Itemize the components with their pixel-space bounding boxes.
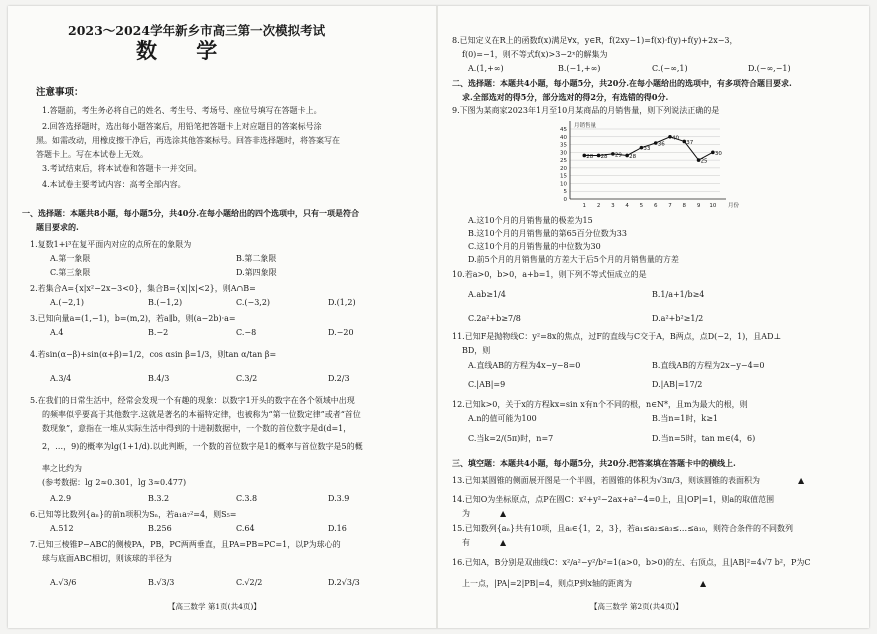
question-line: 球与底面ABC相切，则该球的半径为 xyxy=(42,554,172,563)
question-line: 10.若a>0，b>0，a+b=1，则下列不等式恒成立的是 xyxy=(452,270,647,279)
answer-blank: ▲ xyxy=(798,476,805,485)
question-line: B.(−1,+∞) xyxy=(558,64,601,73)
question-line: C.√2/2 xyxy=(236,578,263,587)
notice-line: 答题卡上。写在本试卷上无效。 xyxy=(36,150,148,159)
data-label: 28 xyxy=(629,153,637,160)
y-tick-label: 5 xyxy=(563,189,567,196)
y-tick-label: 40 xyxy=(560,134,567,141)
question-line: 9.下图为某商家2023年1月至10月某商品的月销售量，则下列说法正确的是 xyxy=(452,106,720,115)
answer-blank: ▲ xyxy=(700,579,707,588)
question-line: B.1/a+1/b≥4 xyxy=(652,290,705,299)
x-tick-label: 6 xyxy=(653,203,658,209)
question-line: BD，则 xyxy=(462,346,491,355)
question-line: C.这10个月的月销售量的中位数为30 xyxy=(468,242,601,251)
question-line: B.256 xyxy=(148,524,172,533)
answer-blank: ▲ xyxy=(500,538,507,547)
question-line: A.n的值可能为100 xyxy=(468,414,537,423)
notice-line: 3.考试结束后，将本试卷和答题卡一并交回。 xyxy=(42,164,202,173)
section-heading: 题目要求的. xyxy=(36,222,79,232)
question-line: D.2√3/3 xyxy=(328,578,360,587)
question-line: D.(1,2) xyxy=(328,298,356,307)
data-label: 28 xyxy=(586,153,594,160)
notice-line: 黑。如需改动，用橡皮擦干净后，再选涂其他答案标号。回答非选择题时，将答案写在 xyxy=(36,136,340,145)
question-line: A.3/4 xyxy=(50,374,72,383)
question-line: D.−20 xyxy=(328,328,354,337)
data-label: 29 xyxy=(614,152,622,159)
question-line: 的频率似乎要高于其他数字.这就是著名的本福特定律，也被称为“第一位数定律”或者“首位 xyxy=(42,410,361,419)
question-line: A.(−2,1) xyxy=(50,298,84,307)
x-tick-label: 10 xyxy=(709,203,717,209)
question-line: D.|AB|=17/2 xyxy=(652,380,703,389)
y-tick-label: 10 xyxy=(560,181,567,188)
question-line: C.−8 xyxy=(236,328,257,337)
data-label: 33 xyxy=(643,146,651,153)
question-line: 数现象”，意指在一堆从实际生活中得到的十进制数据中，一个数的首位数字是d(d=1， xyxy=(42,424,352,433)
question-line: C.64 xyxy=(236,524,255,533)
question-line: B.直线AB的方程为2x−y−4=0 xyxy=(652,361,765,370)
question-line: 6.已知等比数列{aₙ}的前n项积为Sₙ，若a₁a₇²=4，则S₅= xyxy=(30,510,237,519)
x-tick-label: 8 xyxy=(682,203,687,209)
question-line: A.512 xyxy=(50,524,74,533)
notice-line: 1.答题前，考生务必将自己的姓名、考生号、考场号、座位号填写在答题卡上。 xyxy=(42,106,322,115)
question-line: 为 xyxy=(462,509,470,518)
question-line: 16.已知A，B分别是双曲线C：x²/a²−y²/b²=1(a>0，b>0)的左、右顶点，且|AB|²=4√7 b²，P为C xyxy=(452,558,811,567)
question-line: A.直线AB的方程为4x−y−8=0 xyxy=(468,361,581,370)
question-line: A.√3/6 xyxy=(50,578,77,587)
question-line: B.第二象限 xyxy=(236,254,277,263)
sales-line-chart xyxy=(550,113,750,213)
question-line: A.ab≥1/4 xyxy=(468,290,506,299)
x-axis-label: 月份 xyxy=(728,203,740,209)
question-line: C.3.8 xyxy=(236,494,258,503)
exam-title: 2023～2024学年新乡市高三第一次模拟考试 xyxy=(68,23,326,38)
question-line: D.前5个月的月销售量的方差大于后5个月的月销售量的方差 xyxy=(468,255,679,264)
question-line: 7.已知三棱锥P−ABC的侧棱PA，PB，PC两两垂直，且PA=PB=PC=1，以P为球心的 xyxy=(30,540,341,549)
x-tick-label: 7 xyxy=(668,203,672,209)
question-line: D.(−∞,−1) xyxy=(748,64,791,73)
question-line: C.|AB|=9 xyxy=(468,380,506,389)
question-line: 5.在我们的日常生活中，经常会发现一个有趣的现象：以数字1开头的数字在各个领域中出现 xyxy=(30,396,355,405)
section-heading: 三、填空题：本题共4小题，每小题5分，共20分.把答案填在答题卡中的横线上. xyxy=(452,458,736,468)
page-fold xyxy=(436,6,438,628)
question-line: 上一点，|PA|=2|PB|=4，则点P到x轴的距离为 xyxy=(462,579,632,588)
y-tick-label: 15 xyxy=(560,173,567,180)
question-line: 有 xyxy=(462,538,470,547)
question-line: 2，…，9)的概率为lg(1+1/d).以此判断，一个数的首位数字是1的概率与首位数字是5的概 xyxy=(42,442,363,451)
question-line: f(0)=−1，则不等式f(x)>3−2ˣ的解集为 xyxy=(462,50,608,59)
data-label: 37 xyxy=(686,139,694,146)
question-line: D.16 xyxy=(328,524,347,533)
question-line: D.当n=5时，tan m∈(4，6) xyxy=(652,434,756,443)
question-line: C.(−3,2) xyxy=(236,298,271,307)
y-tick-label: 45 xyxy=(560,127,567,133)
question-line: C.2a²+b≥7/8 xyxy=(468,314,521,323)
page-2 xyxy=(440,6,866,628)
question-line: 1.复数1+i³在复平面内对应的点所在的象限为 xyxy=(30,240,192,249)
question-line: A.这10个月的月销售量的极差为15 xyxy=(468,216,593,225)
x-tick-label: 1 xyxy=(582,203,587,209)
question-line: A.4 xyxy=(50,328,64,337)
page-footer: 【高三数学 第2页(共4页)】 xyxy=(590,602,683,611)
data-label: 28 xyxy=(600,153,608,160)
question-line: 3.已知向量a=(1,−1)，b=(m,2)，若a∥b，则(a−2b)·a= xyxy=(30,314,236,323)
question-line: D.a²+b²≥1/2 xyxy=(652,314,704,323)
x-tick-label: 4 xyxy=(625,203,629,209)
question-line: B.3.2 xyxy=(148,494,170,503)
exam-sheet xyxy=(8,6,869,628)
question-line: B.√3/3 xyxy=(148,578,175,587)
notice-title: 注意事项： xyxy=(36,87,84,98)
data-label: 30 xyxy=(714,150,722,157)
question-line: B.这10个月的月销售量的第65百分位数为33 xyxy=(468,229,627,238)
y-tick-label: 20 xyxy=(560,165,567,172)
page-1 xyxy=(8,6,434,628)
x-tick-label: 3 xyxy=(611,203,615,209)
question-line: C.当k=2/(5π)时，n=7 xyxy=(468,434,554,443)
question-line: 14.已知O为坐标原点，点P在圆C：x²+y²−2ax+a²−4=0上，且|OP|=1，则a的取值范围 xyxy=(452,495,775,504)
question-line: 率之比约为 xyxy=(42,464,82,473)
section-heading: 求.全部选对的得5分，部分选对的得2分，有选错的得0分. xyxy=(462,92,669,102)
page-footer: 【高三数学 第1页(共4页)】 xyxy=(168,602,261,611)
question-line: 15.已知数列{aₙ}共有10项，且aᵢ∈{1，2，3}，若a₁≤a₂≤a₃≤…≤a₁₀，则符合条件的不同数列 xyxy=(452,524,793,533)
question-line: 8.已知定义在R上的函数f(x)满足∀x，y∈R，f(2xy−1)=f(x)·f(y)+f(y)+2x−3， xyxy=(452,36,738,45)
section-heading: 一、选择题：本题共8小题，每小题5分，共40分.在每小题给出的四个选项中，只有一项是符合 xyxy=(22,208,360,218)
question-line: 13.已知某圆锥的侧面展开图是一个半圆，若圆锥的体积为√3π/3，则该圆锥的表面积为 xyxy=(452,476,760,485)
question-line: (参考数据：lg 2≈0.301，lg 3≈0.477) xyxy=(42,478,187,487)
question-line: B.当n=1时，k≥1 xyxy=(652,414,719,423)
x-tick-label: 2 xyxy=(596,203,601,209)
question-line: A.2.9 xyxy=(50,494,72,503)
question-line: C.第三象限 xyxy=(50,268,91,277)
question-line: 11.已知F是抛物线C：y²=8x的焦点，过F的直线与C交于A，B两点，点D(−2，1)，且AD⊥ xyxy=(452,332,782,341)
question-line: 12.已知k>0，关于x的方程kx=sin x有n个不同的根，n∈N*，且m为最大的根，则 xyxy=(452,400,748,409)
answer-blank: ▲ xyxy=(500,509,507,518)
data-label: 36 xyxy=(657,141,665,148)
question-line: A.第一象限 xyxy=(50,254,91,263)
data-label: 25 xyxy=(700,158,708,165)
x-tick-label: 5 xyxy=(639,203,644,209)
y-tick-label: 35 xyxy=(560,142,567,149)
question-line: D.3.9 xyxy=(328,494,350,503)
data-label: 40 xyxy=(672,135,679,142)
subject-title: 数 学 xyxy=(136,38,234,63)
question-line: D.第四象限 xyxy=(236,268,277,277)
x-tick-label: 9 xyxy=(696,203,701,209)
question-line: 2.若集合A={x|x²−2x−3<0}，集合B={x||x|<2}，则A∩B= xyxy=(30,284,256,293)
question-line: C.3/2 xyxy=(236,374,258,383)
notice-line: 2.回答选择题时，选出每小题答案后，用铅笔把答题卡上对应题目的答案标号涂 xyxy=(42,122,322,131)
y-tick-label: 30 xyxy=(560,150,567,157)
question-line: 4.若sin(α−β)+sin(α+β)=1/2，cos αsin β=1/3，则tan α/tan β= xyxy=(30,350,277,359)
y-tick-label: 0 xyxy=(563,197,567,203)
question-line: B.(−1,2) xyxy=(148,298,183,307)
question-line: A.(1,+∞) xyxy=(468,64,504,73)
y-tick-label: 25 xyxy=(560,158,567,165)
notice-line: 4.本试卷主要考试内容：高考全部内容。 xyxy=(42,180,186,189)
y-axis-label: 月销售量 xyxy=(574,123,597,129)
question-line: D.2/3 xyxy=(328,374,350,383)
question-line: B.−2 xyxy=(148,328,169,337)
question-line: B.4/3 xyxy=(148,374,170,383)
section-heading: 二、选择题：本题共4小题，每小题5分，共20分.在每小题给出的选项中，有多项符合题目要求. xyxy=(452,78,792,88)
question-line: C.(−∞,1) xyxy=(652,64,688,73)
